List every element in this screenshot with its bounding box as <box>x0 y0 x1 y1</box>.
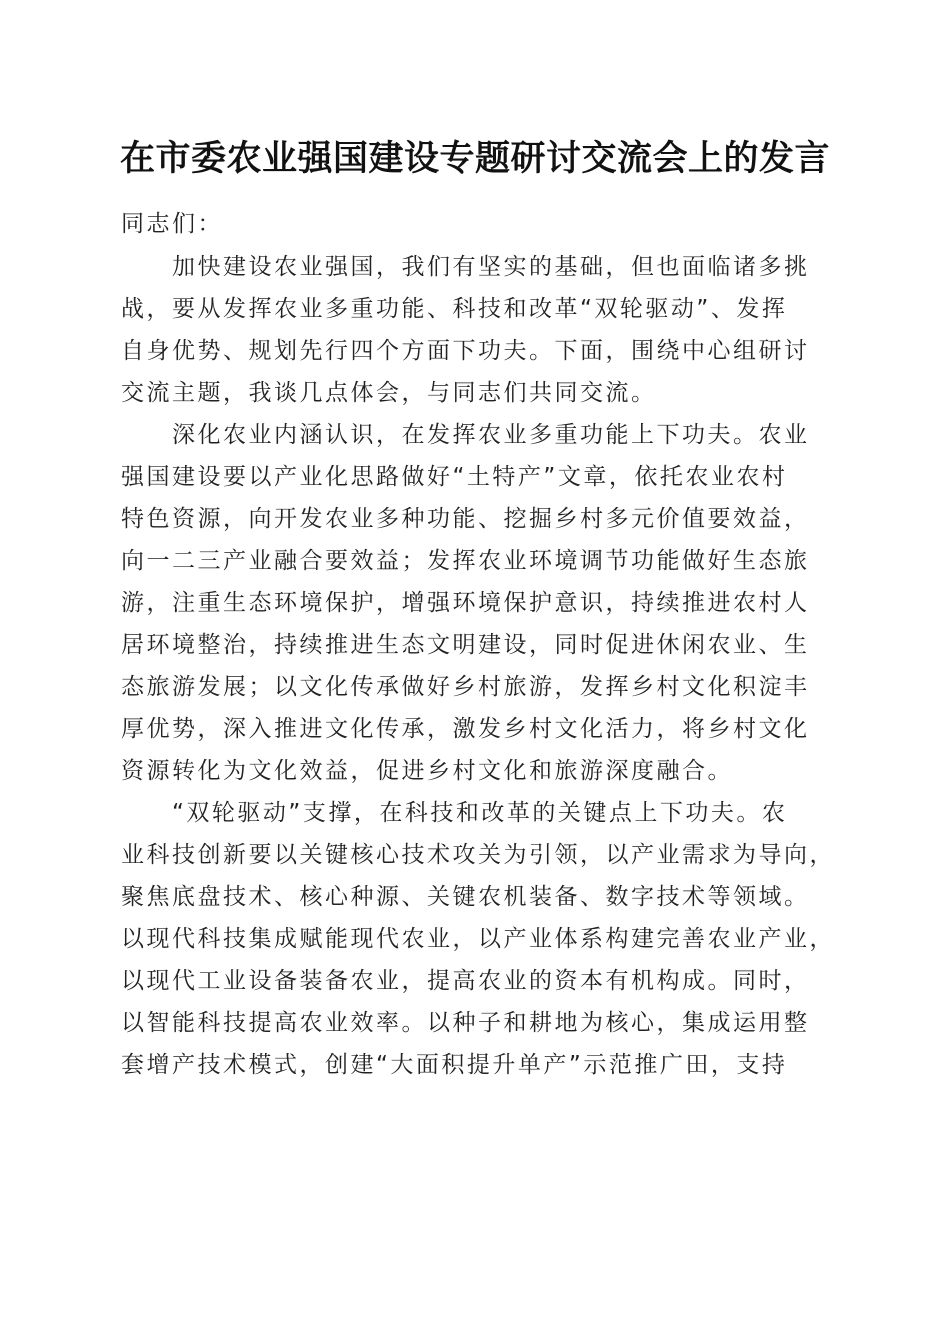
paragraph-3 <box>121 792 835 1086</box>
paragraph-line: 游，注重生态环境保护，增强环境保护意识，持续推进农村人 <box>121 590 810 616</box>
paragraph-line: 居环境整治，持续推进生态文明建设，同时促进休闲农业、生 <box>121 632 810 658</box>
paragraph-line: 态旅游发展；以文化传承做好乡村旅游，发挥乡村文化积淀丰 <box>121 674 810 700</box>
greeting: 同志们： <box>121 211 223 237</box>
paragraph-line: 特色资源，向开发农业多种功能、挖掘乡村多元价值要效益， <box>121 506 810 532</box>
paragraph-line: 强国建设要以产业化思路做好“土特产”文章，依托农业农村 <box>121 464 788 490</box>
paragraph-line: 向一二三产业融合要效益；发挥农业环境调节功能做好生态旅 <box>121 548 810 574</box>
paragraph-line: 加快建设农业强国，我们有坚实的基础，但也面临诸多挑 <box>121 254 810 280</box>
document-body <box>121 203 835 1086</box>
paragraph-2 <box>121 414 829 792</box>
paragraph-line: 聚焦底盘技术、核心种源、关键农机装备、数字技术等领域。 <box>121 884 810 910</box>
paragraph-line: 以现代科技集成赋能现代农业，以产业体系构建完善农业产业， <box>121 926 835 952</box>
paragraph-line: 交流主题，我谈几点体会，与同志们共同交流。 <box>121 380 657 406</box>
paragraph-1 <box>121 246 829 414</box>
paragraph-line: 厚优势，深入推进文化传承，激发乡村文化活力，将乡村文化 <box>121 716 810 742</box>
paragraph-line: 资源转化为文化效益，促进乡村文化和旅游深度融合。 <box>121 758 733 784</box>
paragraph-line: 套增产技术模式，创建“大面积提升单产”示范推广田，支持 <box>121 1052 788 1078</box>
paragraph-line: 以现代工业设备装备农业，提高农业的资本有机构成。同时， <box>121 968 810 994</box>
paragraph-line: 自身优势、规划先行四个方面下功夫。下面，围绕中心组研讨 <box>121 338 810 364</box>
document-title: 在市委农业强国建设专题研讨交流会上的发言 <box>119 138 830 179</box>
paragraph-line: 深化农业内涵认识，在发挥农业多重功能上下功夫。农业 <box>121 422 810 448</box>
paragraph-line: “双轮驱动”支撑，在科技和改革的关键点上下功夫。农 <box>121 800 788 826</box>
paragraph-line: 战，要从发挥农业多重功能、科技和改革“双轮驱动”、发挥 <box>121 296 788 322</box>
paragraph-line: 以智能科技提高农业效率。以种子和耕地为核心，集成运用整 <box>121 1010 810 1036</box>
paragraph-line: 业科技创新要以关键核心技术攻关为引领，以产业需求为导向， <box>121 842 835 868</box>
